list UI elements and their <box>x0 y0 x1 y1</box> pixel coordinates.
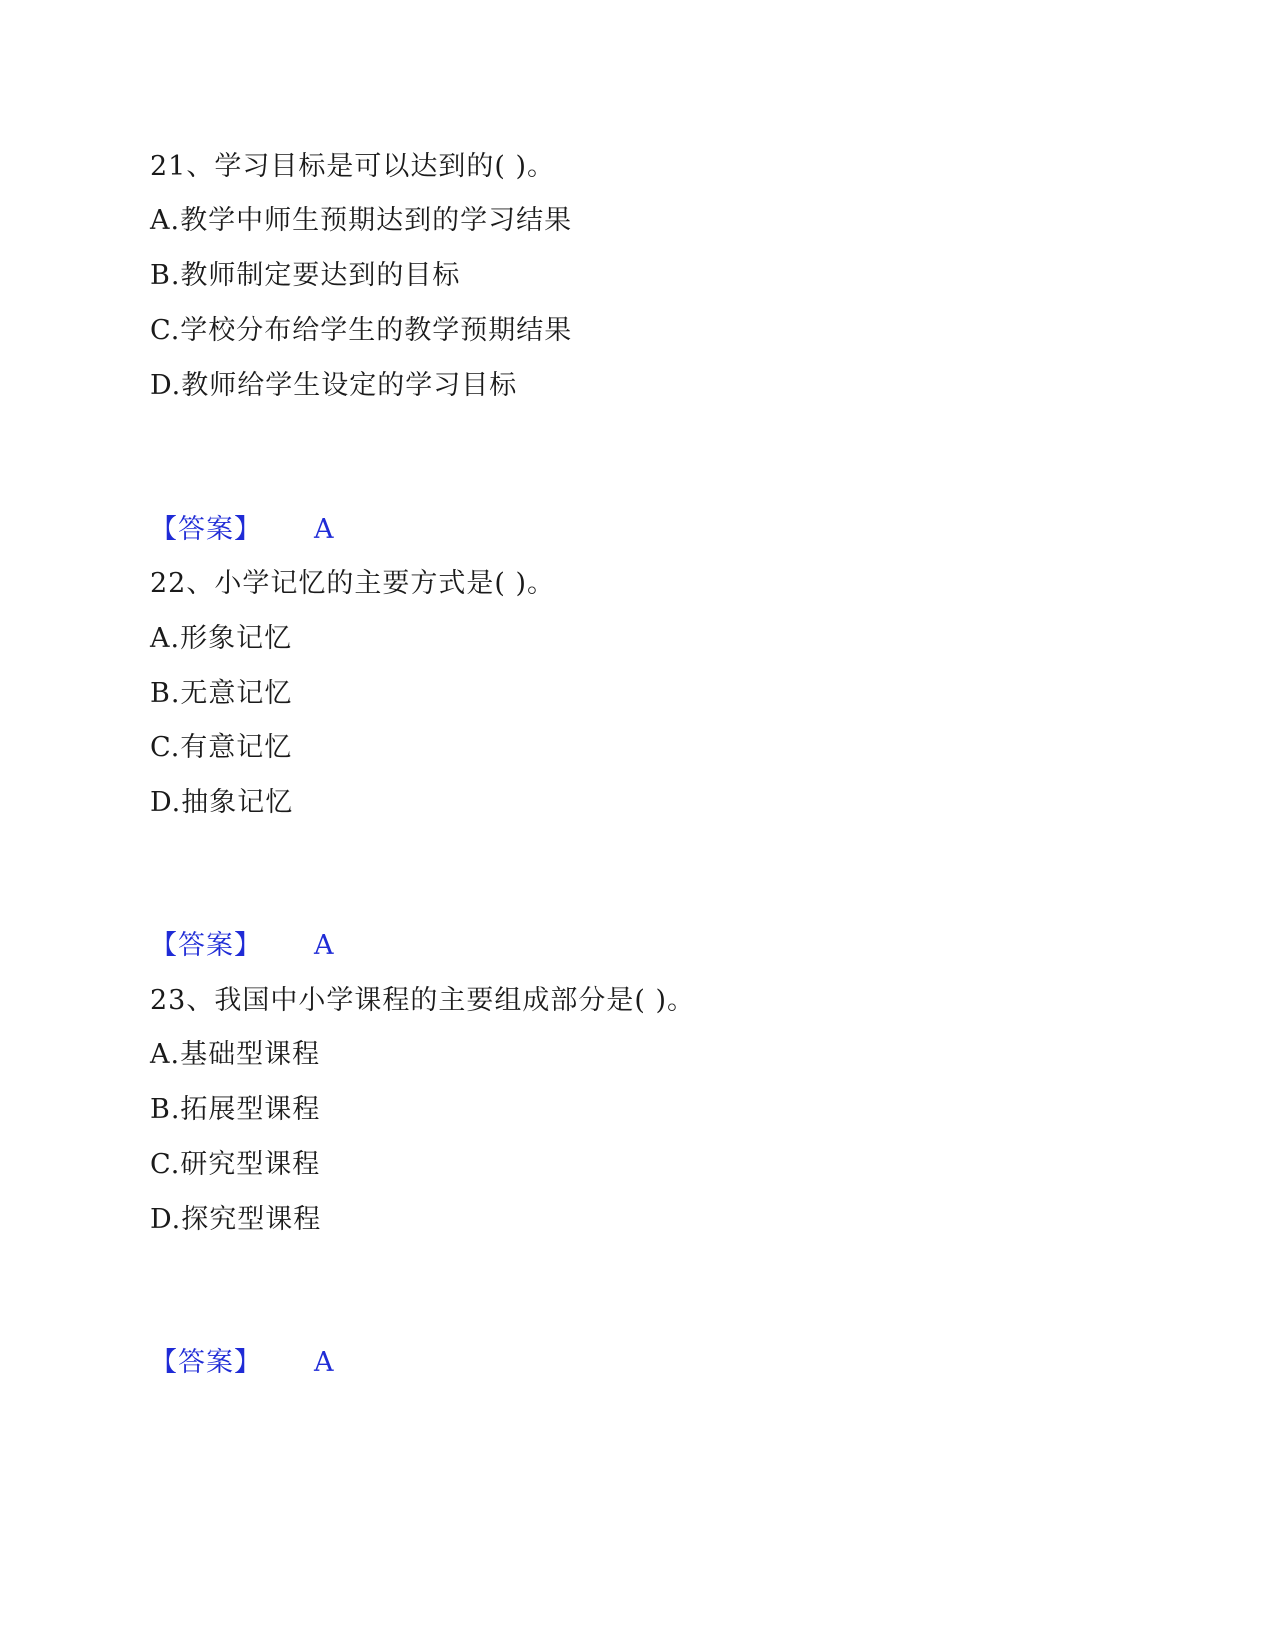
question-21-option-d: D.教师给学生设定的学习目标 <box>150 370 518 401</box>
answer-value: A <box>314 930 334 961</box>
answer-value: A <box>314 514 334 545</box>
question-21-stem: 21、学习目标是可以达到的( )。 <box>150 151 556 182</box>
question-21-option-c: C.学校分布给学生的教学预期结果 <box>150 315 573 346</box>
answer-value: A <box>314 1347 334 1378</box>
question-21-option-a: A.教学中师生预期达到的学习结果 <box>150 205 573 236</box>
answer-label: 【答案】 <box>150 514 262 545</box>
question-22-answer <box>150 929 334 963</box>
question-21-answer <box>150 513 334 547</box>
question-21-option-b: B.教师制定要达到的目标 <box>150 260 461 291</box>
answer-label: 【答案】 <box>150 1347 262 1378</box>
question-22-option-a: A.形象记忆 <box>150 623 293 654</box>
question-23-option-a: A.基础型课程 <box>150 1039 321 1070</box>
question-23-stem: 23、我国中小学课程的主要组成部分是( )。 <box>150 985 696 1016</box>
question-22-option-b: B.无意记忆 <box>150 678 293 709</box>
question-22-option-d: D.抽象记忆 <box>150 787 294 818</box>
question-22-stem: 22、小学记忆的主要方式是( )。 <box>150 568 556 599</box>
question-23-option-c: C.研究型课程 <box>150 1149 321 1180</box>
answer-label: 【答案】 <box>150 930 262 961</box>
question-23-answer <box>150 1346 334 1380</box>
question-22-option-c: C.有意记忆 <box>150 732 293 763</box>
question-23-option-d: D.探究型课程 <box>150 1204 322 1235</box>
question-23-option-b: B.拓展型课程 <box>150 1094 321 1125</box>
